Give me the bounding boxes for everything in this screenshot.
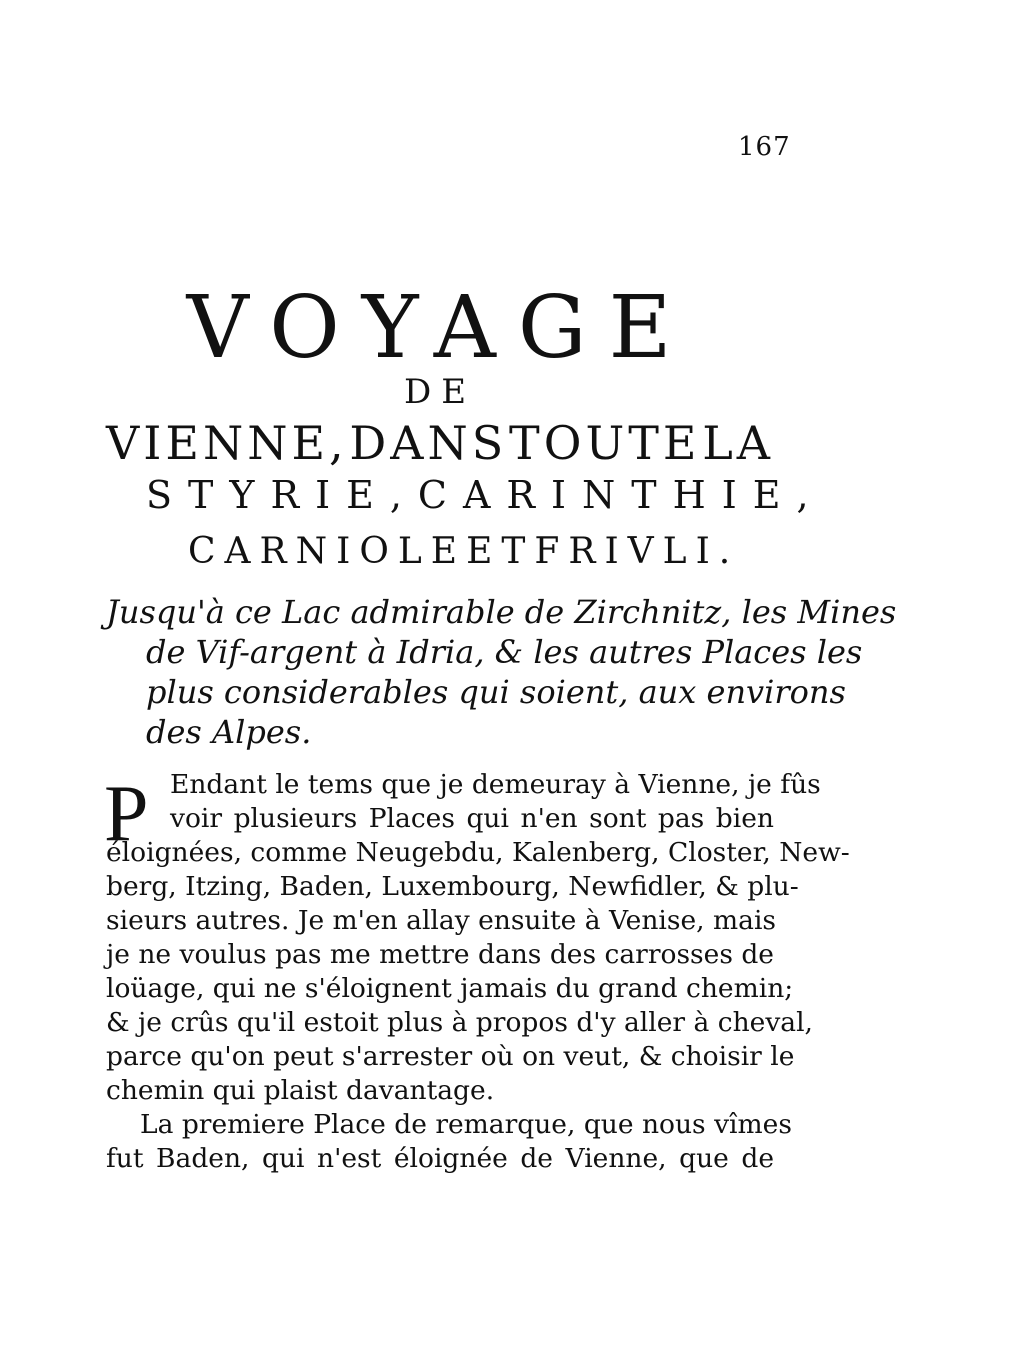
page-number: 167 xyxy=(738,132,791,162)
body-line: parce qu'on peut s'arrester où on veut, & choisir le xyxy=(106,1041,795,1072)
body-text xyxy=(106,768,850,1176)
subtitle-word: LA xyxy=(702,416,774,470)
summary-line: plus considerables qui soient, aux environs xyxy=(146,673,846,711)
subtitle-word: FRIVLI. xyxy=(534,531,740,572)
chapter-title-de: DE xyxy=(403,372,477,412)
subtitle-word: STYRIE, xyxy=(146,473,418,517)
body-line: Endant le tems que je demeuray à Vienne, je fûs xyxy=(170,769,821,800)
body-line: sieurs autres. Je m'en allay ensuite à Venise, mais xyxy=(106,905,777,936)
drop-cap-lines xyxy=(106,768,821,836)
summary-line: de Vif-argent à Idria, & les autres Places les xyxy=(146,633,863,671)
body-line: chemin qui plaist davantage. xyxy=(106,1075,495,1106)
body-line: loüage, qui ne s'éloignent jamais du grand chemin; xyxy=(106,973,794,1004)
drop-cap: P xyxy=(104,770,149,858)
subtitle-word: VIENNE, xyxy=(106,416,348,470)
subtitle-word: CARNIOLE xyxy=(188,531,467,572)
summary-line: des Alpes. xyxy=(146,713,312,751)
chapter-subtitle-line-2 xyxy=(146,473,825,517)
subtitle-word: DANS xyxy=(349,416,508,470)
subtitle-word: TOUTE xyxy=(509,416,701,470)
body-line: La premiere Place de remarque, que nous vîmes xyxy=(140,1109,792,1140)
summary-line: Jusqu'à ce Lac admirable de Zirchnitz, les Mines xyxy=(106,593,897,631)
subtitle-word: CARINTHIE, xyxy=(417,473,825,517)
body-line: éloignées, comme Neugebdu, Kalenberg, Closter, New- xyxy=(106,837,850,868)
body-line: je ne voulus pas me mettre dans des carrosses de xyxy=(106,939,774,970)
body-line: fut Baden, qui n'est éloignée de Vienne, que de xyxy=(106,1143,774,1174)
body-line: berg, Itzing, Baden, Luxembourg, Newfidler, & plu- xyxy=(106,871,799,902)
chapter-title: VOYAGE xyxy=(186,278,694,378)
body-line: & je crûs qu'il estoit plus à propos d'y aller à cheval, xyxy=(106,1007,813,1038)
chapter-subtitle-line-1 xyxy=(106,416,774,470)
body-line: voir plusieurs Places qui n'en sont pas bien xyxy=(170,803,774,834)
subtitle-word: ET xyxy=(466,531,535,572)
chapter-subtitle-line-3 xyxy=(188,531,740,572)
chapter-summary xyxy=(106,592,897,752)
